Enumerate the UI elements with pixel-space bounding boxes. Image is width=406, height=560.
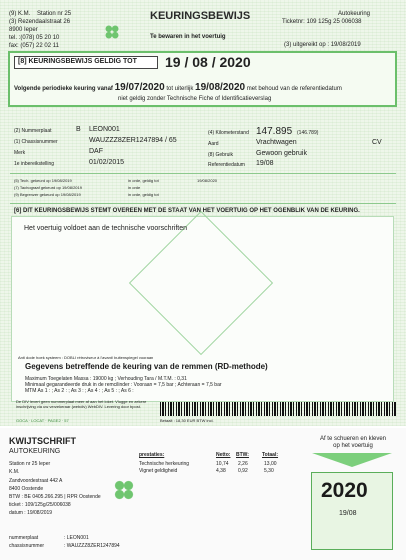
- inspection-type: Autokeuring: [338, 11, 371, 17]
- receipt-col-prestaties: prestaties:: [139, 452, 165, 458]
- clover-logo-icon: [104, 24, 120, 40]
- clover-logo-icon: [113, 479, 135, 501]
- receipt-station: Station nr 25 Ieper: [9, 461, 51, 467]
- receipt-title: KWIJTSCHRIFT: [9, 436, 76, 446]
- check-row-technical: (5) Tech. gekeurd op 19/08/2019: [14, 178, 72, 183]
- inspection-result: Het voertuig voldoet aan de technische voorschriften: [24, 225, 188, 232]
- receipt-address: Zandvoordestraat 442 A: [9, 478, 63, 484]
- table-cell: 5,30: [264, 468, 274, 474]
- statement: [6] DIT KEURINGSBEWIJS STEMT OVEREEN MET DE STAAT VAN HET VOERTUIG OP HET OGENBLIK VAN DE KEURING.: [14, 208, 360, 214]
- check-row-tachograph: (7) Tachograaf gekeurd op 19/08/2019: [14, 185, 82, 190]
- check-row-limiter-value: in orde, geldig tot: [128, 192, 159, 197]
- receipt-ticket: ticket : 109/125g/25/006038: [9, 502, 71, 508]
- check-row-technical-date: 19/08/2020: [197, 178, 218, 183]
- arrow-down-icon: [312, 453, 392, 467]
- receipt-city: 8400 Oostende: [9, 486, 44, 492]
- sticker-year: 2020: [321, 479, 368, 502]
- next-inspection-line: Volgende periodieke keuring vanaf 19/07/2020 tot uiterlijk 19/08/2020 met behoud van de referentiedatum: [14, 82, 342, 93]
- sticker-caption: Af te schueren en kleven op het voertuig: [319, 436, 387, 449]
- kind-value: Vrachtwagen: [256, 139, 297, 146]
- reference-label: Referentiedatum: [208, 162, 245, 168]
- chassis-label: (1) Chassisnummer: [14, 139, 58, 145]
- km-previous: (146.789): [297, 130, 319, 136]
- reference-value: 19/08: [256, 160, 274, 167]
- receipt-kcode: K.M.: [9, 469, 20, 475]
- station-city: 8900 Ieper: [9, 27, 38, 33]
- payment-note: Betaalt : 18,30 EUR BTW incl.: [160, 418, 214, 423]
- table-cell: 2,26: [238, 461, 248, 467]
- issue-date: (3) uitgereikt op : 19/08/2019: [284, 42, 361, 48]
- receipt-btw: BTW : BE 0405.266.295 | RPR Oostende: [9, 494, 101, 500]
- receipt-plate-label: nummerplaat: [9, 535, 39, 541]
- divider: [10, 173, 396, 174]
- table-cell: 13,00: [264, 461, 277, 467]
- km-label: (4) Kilometerstand: [208, 130, 249, 136]
- plate-country: B: [76, 126, 81, 133]
- sticker-date: 19/08: [339, 510, 357, 517]
- divider: [10, 203, 396, 204]
- receipt-chassis-label: chassisnummer: [9, 543, 45, 549]
- receipt-plate: : LEON001: [64, 535, 89, 541]
- check-row-tachograph-value: in orde: [128, 185, 141, 190]
- receipt-org: AUTOKEURING: [9, 448, 61, 455]
- receipt-col-totaal: Totaal:: [262, 452, 279, 458]
- validity-label: [8] KEURINGSBEWIJS GELDIG TOT: [18, 58, 137, 65]
- first-registration-value: 01/02/2015: [89, 159, 125, 166]
- brand-value: DAF: [89, 148, 103, 155]
- receipt-col-btw: BTW:: [236, 452, 249, 458]
- table-cell: 0,92: [238, 468, 248, 474]
- table-cell: 4,38: [216, 468, 226, 474]
- brake-line-3: MTM As 1 : ; As 2 : ; As 3 : ; As 4 : ; As 5 : ; As 6 :: [25, 388, 134, 394]
- receipt-date: datum : 19/08/2019: [9, 510, 53, 516]
- validity-date: 19 / 08 / 2020: [165, 54, 251, 70]
- document-subtitle: Te bewaren in het voertuig: [150, 34, 226, 40]
- brake-title: Gegevens betreffende de keuring van de remmen (RD-methode): [25, 362, 268, 371]
- check-row-limiter: (9) Begrenzer gekeurd op 19/08/2019: [14, 192, 81, 197]
- anti-blind-spot-note: Anti dode hoek systeem : DOBLI rétroviseur à l'avant/ buitenspiegel vooraan: [18, 355, 154, 360]
- station-code: (9) K.M. Station nr 25: [9, 11, 72, 17]
- brake-line-1: Maximum Toegelaten Massa : 19000 kg ; Verhouding Tara / M.T.M. : 0,31: [25, 376, 187, 382]
- km-value: 147.895: [256, 126, 293, 137]
- station-tel: tel. :(078) 05 20 10: [9, 35, 60, 41]
- ticket-number: Ticketnr: 109 125g 25 006038: [282, 19, 362, 25]
- receipt-col-netto: Netto:: [216, 452, 231, 458]
- table-row: Technische herkeuring: [139, 461, 190, 467]
- first-registration-label: 1e inbereikstelling: [14, 161, 55, 167]
- chassis-number: WAUZZZ8ZER1247894 / 65: [89, 137, 177, 144]
- station-fax: fax: (057) 22 02 11: [9, 43, 59, 49]
- check-row-technical-value: in orde, geldig tot: [128, 178, 159, 183]
- barcode: [160, 402, 396, 416]
- station-address: (3) Rezendaalstraat 26: [9, 19, 71, 25]
- brake-line-2: Minimaal gegarandeerde druk in de remcilinder : Vooraan = 7,5 bar ; Achteraan = 7,5 bar: [25, 382, 222, 388]
- validity-note: niet geldig zonder Technische Fiche of Identificatieverslag: [118, 96, 272, 102]
- div-notice: De DIV levert geen nummerplaat meer af aan het loket. Vlugge en zekere inschrijving via uw verzekeraar (webdiv) WebDIV. Levering door bpost.: [16, 399, 147, 409]
- kind-code: CV: [372, 139, 382, 146]
- table-cell: 10,74: [216, 461, 229, 467]
- plate-number: LEON001: [89, 126, 120, 133]
- plate-label: (2) Nummerplaat: [14, 128, 52, 134]
- document-title: KEURINGSBEWIJS: [150, 10, 251, 22]
- table-row: Vignet geldigheid: [139, 468, 178, 474]
- brand-label: Merk: [14, 150, 26, 156]
- use-label: (8) Gebruik: [208, 152, 234, 158]
- receipt-chassis: : WAUZZZ8ZER1247894: [64, 543, 120, 549]
- kind-label: Aard: [208, 141, 219, 147]
- form-code: GOCA · LOCAT · PAGE2 · 57: [16, 418, 69, 423]
- use-value: Gewoon gebruik: [256, 150, 307, 157]
